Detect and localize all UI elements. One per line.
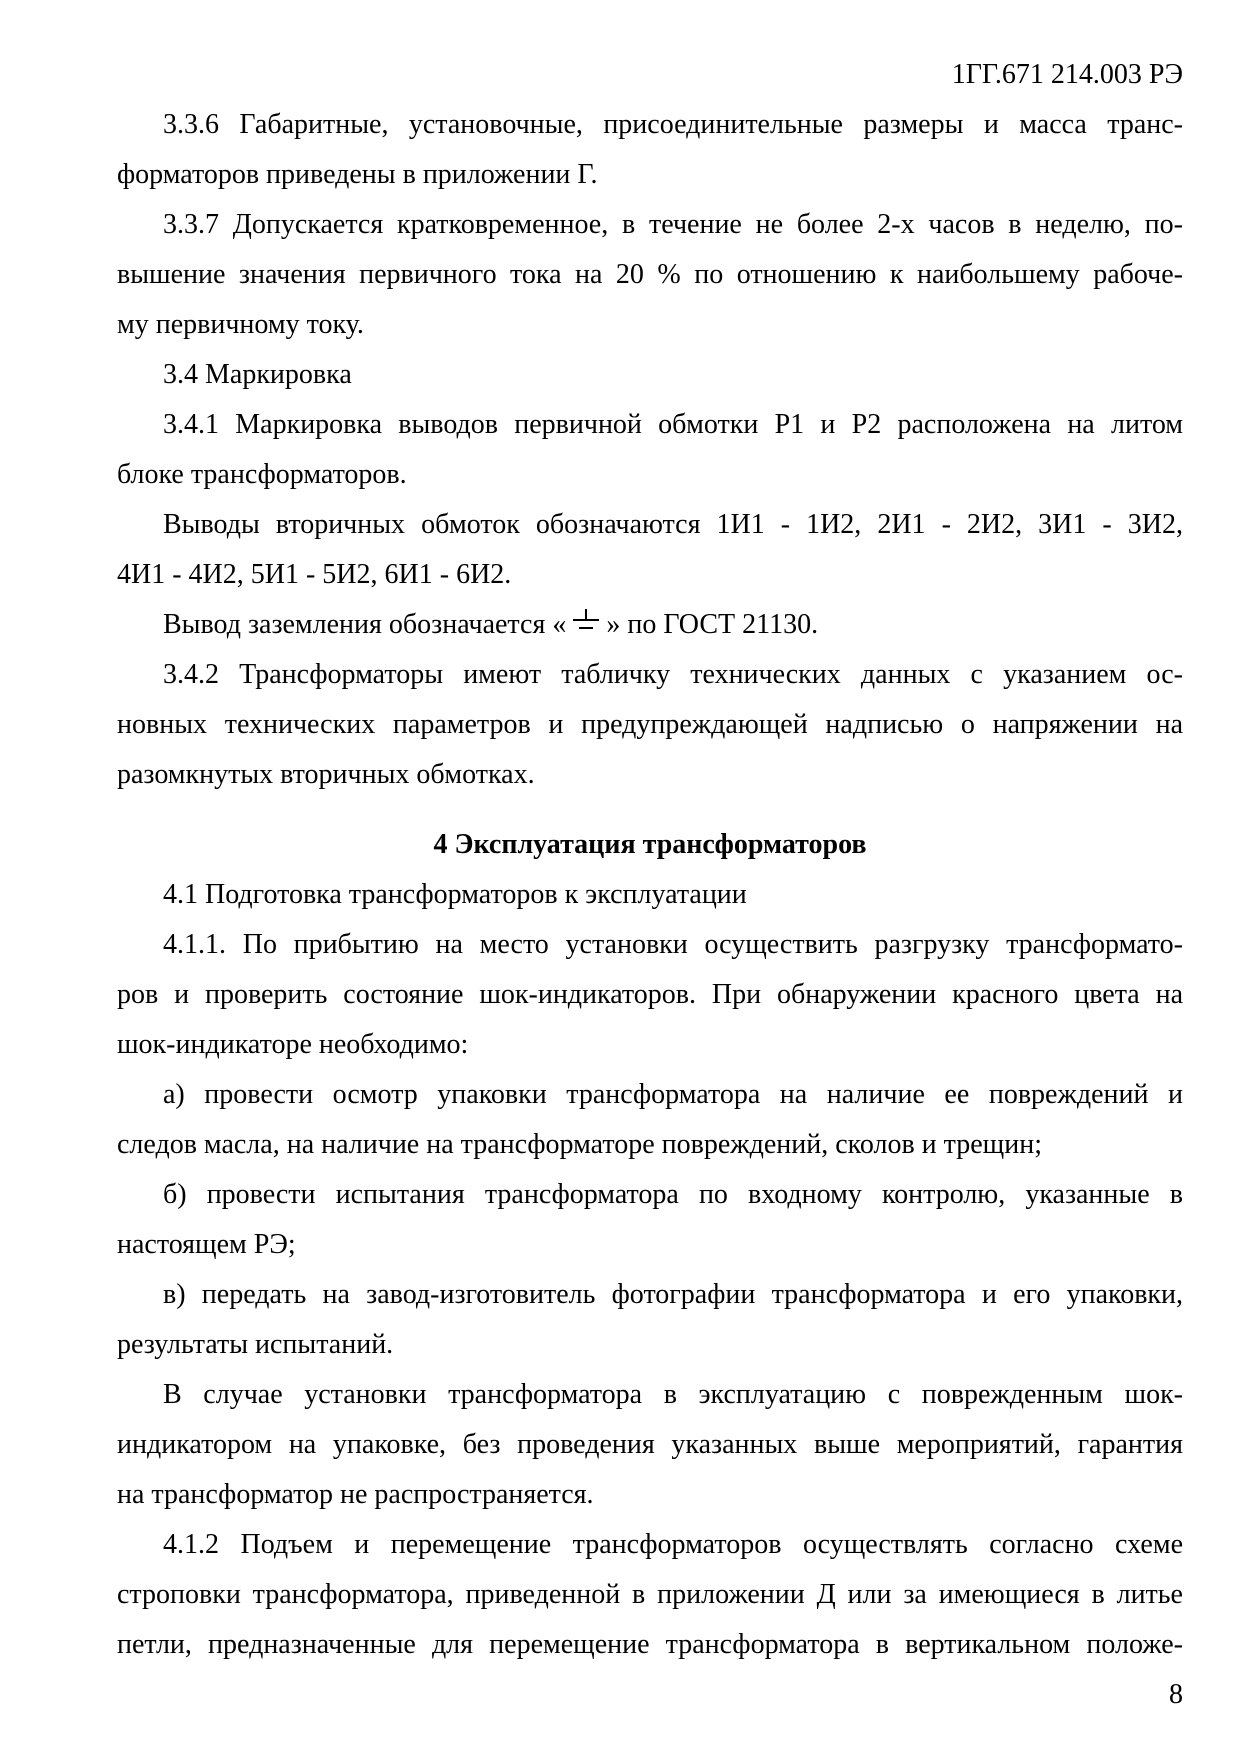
text-line: 3.4.2 Трансформаторы имеют табличку технических данных с указанием ос- [163,659,1183,690]
text-line: следов масла, на наличие на трансформаторе повреждений, сколов и трещин; [117,1129,1042,1160]
para-3-4-1 [117,400,1183,500]
text-line: 3.3.7 Допускается кратковременное, в течение не более 2-х часов в неделю, по- [163,209,1183,240]
text-line: новных технических параметров и предупреждающей надписью о напряжении на [117,709,1183,740]
section-4-heading: 4 Эксплуатация трансформаторов [433,829,867,860]
ground-line-before: Вывод заземления обозначается « [163,609,567,640]
para-3-4-2 [117,650,1183,800]
para-ground-terminal [117,600,1183,650]
para-3-4 [117,350,1183,400]
text-line: 4.1.1. По прибытию на место установки осуществить разгрузку трансформато- [163,929,1183,960]
para-item-b [117,1170,1183,1270]
text-line: В случае установки трансформатора в эксплуатацию с поврежденным шок- [163,1379,1183,1410]
para-warranty [117,1370,1183,1520]
document-body [117,100,1183,1670]
text-line: а) провести осмотр упаковки трансформатора на наличие ее повреждений и [163,1079,1183,1110]
text-line: результаты испытаний. [117,1329,394,1360]
text-line: на трансформатор не распространяется. [117,1479,594,1510]
text-line: индикатором на упаковке, без проведения указанных выше мероприятий, гарантия [117,1429,1183,1460]
page-number: 8 [1169,1679,1183,1710]
text-line: настоящем РЭ; [117,1229,296,1260]
text-line: 4И1 - 4И2, 5И1 - 5И2, 6И1 - 6И2. [117,559,512,590]
text-line: Выводы вторичных обмоток обозначаются 1И1 - 1И2, 2И1 - 2И2, 3И1 - 3И2, [163,509,1183,540]
ground-line-after: » по ГОСТ 21130. [606,609,819,640]
text-line: петли, предназначенные для перемещение трансформатора в вертикальном положе- [117,1629,1183,1660]
text-line: строповки трансформатора, приведенной в приложении Д или за имеющиеся в литье [117,1579,1183,1610]
text-line: разомкнутых вторичных обмотках. [117,759,535,790]
text-line: вышение значения первичного тока на 20 % по отношению к наибольшему рабоче- [117,259,1183,290]
text-line: в) передать на завод-изготовитель фотографии трансформатора и его упаковки, [163,1279,1183,1310]
para-3-3-6 [117,100,1183,200]
text-line: ров и проверить состояние шок-индикаторов. При обнаружении красного цвета на [117,979,1183,1010]
text-line: шок-индикаторе необходимо: [117,1029,469,1060]
text-line: блоке трансформаторов. [117,459,407,490]
text-line: б) провести испытания трансформатора по входному контролю, указанные в [163,1179,1183,1210]
text-line: 3.4 Маркировка [163,359,352,390]
document-code-header: 1ГГ.671 214.003 РЭ [951,59,1183,90]
para-4-1 [117,870,1183,920]
text-line: форматоров приведены в приложении Г. [117,159,598,190]
text-line: 4.1.2 Подъем и перемещение трансформаторов осуществлять согласно схеме [163,1529,1183,1560]
text-line: му первичному току. [117,309,364,340]
para-secondary-windings [117,500,1183,600]
para-item-v [117,1270,1183,1370]
para-4-1-2 [117,1520,1183,1670]
text-line: 3.3.6 Габаритные, установочные, присоединительные размеры и масса транс- [163,109,1183,140]
para-4-1-1 [117,920,1183,1070]
text-line: 4.1 Подготовка трансформаторов к эксплуатации [163,879,747,910]
earth-ground-icon [571,606,601,636]
text-line: 3.4.1 Маркировка выводов первичной обмотки Р1 и Р2 расположена на литом [163,409,1183,440]
para-3-3-7 [117,200,1183,350]
para-item-a [117,1070,1183,1170]
